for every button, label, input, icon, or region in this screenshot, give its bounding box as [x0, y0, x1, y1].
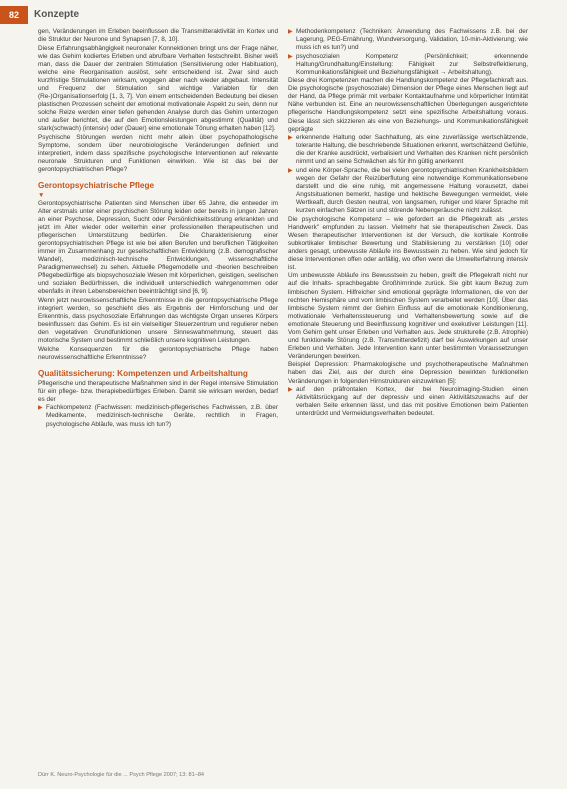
list-item: ▶ psychosozialen Kompetenz (Persönlichkeit; erkennende Haltung/Grundhaltung/Einstellung: Fähigkeit zur Selbstreflektierung, Kommunikationsfähigkeit und Beziehungsfähigkeit → Arbeitshaltung). [288, 52, 528, 76]
page-header [0, 6, 567, 24]
bullet-list [288, 386, 528, 418]
list-item: ▶ Methodenkompetenz (Techniken: Anwendung des Fachwissens z.B. bei der Lagerung, PEG-Ernährung, Wundversorgung, Validation, 10-min-Aktivierung; wie muss ich es tun?) und [288, 28, 528, 52]
paragraph: Welche Konsequenzen für die gerontopsychiatrische Pflege haben neurowissenschaftliche Erkenntnisse? [38, 345, 278, 361]
left-column [38, 28, 278, 429]
section-heading: Gerontopsychiatrische Pflege [38, 180, 155, 190]
triangle-bullet-icon: ▶ [288, 387, 293, 394]
list-item: ▶ und eine Körper-Sprache, die bei vielen gerontopsychiatrischen Krankheitsbildern wegen der Gefahr der Reizüberflutung eine notwendige Kommunikationsebene darstellt und die eine ruhig, mit angemessene Haltung vorausetzt, dabei Angstsituationen bemerkt, hastige und hektische Bewegungen vermeidet, viele Wertkeaft, durch Gesten neutral, von langsamen, ruhiger und klarer Sprache mit kurzen einfachen Sätzen ist und störende Nebengeräusche nicht zulässt. [288, 166, 528, 215]
paragraph: Diese drei Kompetenzen machen die Handlungskompetenz der Pflegefachkraft aus. Die psychologische (psychosoziale) Dimension der Pflege eines Menschen liegt auf der Hand, da Pflege primär mit verbaler Kontaktaufnahme und körperlicher Intimität Nähe verbunden ist. Eine an neurowissenschaftlichen Überlegungen ausgerichtete pflegerische Handlungskompetenz setzt eine spezifische Arbeitshaltung voraus. Diese lässt sich skizzieren als eine von Beziehungs- und Kommunikationsfähigkeit geprägte [288, 77, 528, 133]
triangle-bullet-icon: ▶ [38, 405, 43, 412]
page-number: 82 [0, 6, 28, 24]
right-column [288, 28, 528, 419]
bullet-list [288, 28, 528, 77]
paragraph: Pflegerische und therapeutische Maßnahmen sind in der Regel intensive Stimulation für ein pflege- bzw. therapiebedürftiges Erleben. Damit sie wirksam werden, bedarf es der [38, 379, 278, 403]
triangle-bullet-icon: ▶ [288, 167, 293, 174]
list-item: ▶ Fachkompetenz (Fachwissen: medizinisch-pflegerisches Fachwissen, z.B. über Medikamente, medizinisch-technische Geräte, rechtlich in Fragen, psychologische Abläufe, was muss ich tun?) [38, 404, 278, 428]
triangle-bullet-icon: ▶ [288, 53, 293, 60]
paragraph: Wenn jetzt neurowissenschaftliche Erkenntnisse in die gerontopsychiatrische Pflege integriert werden, so geschieht dies als Ergebnis der Hirnforschung und der Erkenntnis, dass psychosoziale Erfahrungen das wichtigste Organ unseres Körpers beeinflussen: das Gehirn. Es ist ein vielseitiger Steuerzentrum und regulierer neben den vegetativen Grundfunktionen unsere Sinneswahrnehmung, steuert das motorische System und bestimmt schließlich unsere kognitiven Leistungen. [38, 296, 278, 345]
triangle-bullet-icon: ▶ [288, 135, 293, 142]
section-heading: Qualitätssicherung: Kompetenzen und Arbeitshaltung [38, 368, 248, 378]
list-item: ▶ auf den präfrontalen Kortex, der bei Neuroimaging-Studien einen Aktivitätsrückgang auf der depressiv und einen Aktivitätszuwachs auf der verbalen Seite erkennen lässt, und das mit positive Emotionen beim Patienten unterdrückt und Vermeidungsverhalten bedeutet. [288, 386, 528, 418]
paragraph: gen, Veränderungen im Erleben beeinflussen die Transmitteraktivität im Kortex und die Struktur der Neurone und Synapsen [7, 8, 10]. [38, 28, 278, 44]
paragraph: Psychische Störungen werden nicht mehr allein über psychopathologische Symptome, sondern über neurobiologische Veränderungen definiert und interpretiert, indem dass spezifische psychologische Interventionen auf relevante neuronale Strukturen und Funktionen einwirken. Wie ist das bei der gerontopsychiatrischen Pflege? [38, 133, 278, 173]
section-name: Konzepte [34, 9, 79, 20]
bullet-list [288, 134, 528, 215]
bullet-list [38, 404, 278, 428]
paragraph: Die psychologische Kompetenz – wie gefordert an die Pflegekraft als „erstes Handwerk" empfunden zu lassen. Vielmehr hat sie therapeutischen Zweck. Das Wesen therapeutischer Interventionen ist der Versuch, die kortikale Kontrolle subkortikaler limbischer Bewertung und Stabilisierung zu verstärken [10] oder anders gesagt, unbewusste Abläufe ins Bewusstsein zu heben. Wie sind jedoch für diese Interventionen offen oder anfällig, wo offen wenn die Umwelterfahrung intensiv ist. [288, 215, 528, 271]
list-item: ▶ erkennende Haltung oder Sachhaltung, als eine zuverlässige wertschätzende, tolerante Haltung, die beschriebende Situationen erkennt, wertschätzend Gefühle, die der Kranke ausdrückt, verbalisiert und Verhalten des Kranken nicht persönlich nimmt und an seine Schwächen als für ihn gültig anerkennt [288, 134, 528, 166]
arrow-down-icon: ▼ [38, 191, 45, 199]
paragraph: Beispiel Depression: Pharmakologische und psychotherapeutische Maßnahmen haben das Ziel, aus der durch eine Depression bewirkten funktionellen Veränderungen in folgenden Hirnstrukturen einzuwirken [5]: [288, 361, 528, 385]
page-footer: Dürr K. Neuro-Psychologie für die ... Psych Pflege 2007; 13: 81–84 [38, 772, 205, 778]
triangle-bullet-icon: ▶ [288, 29, 293, 35]
paragraph: Um unbewusste Abläufe ins Bewusstsein zu heben, greift die Pflegekraft nicht nur auf die Inhalts- sprachbegabte Großhirnrinde zurück. Sie gibt kaum Bezug zum limbischen System. Hilfreicher sind emotional geprägte Informationen, die von der rechten Hemisphäre und vom limbischen System verarbeitet werden [10]. Über das limbische System nimmt der Gehirn Einfluss auf die emotionale Konditionierung, motivationale Verhaltenssteuerung und Verhaltensbewertung sowie auf die emotionale Steuerung und Beeinflussung kognitiver und exekutiver Leistungen [11]. Vom Gehirn geht unser Erleben und Verhalten aus. Jede strukturelle (z.B. Atrophie) und funktionelle Störung (z.B. Transmitterdefizit) darf bei Auswirkungen auf unser Erleben und Verhalten. Jede Intervention kann unter bestimmten Voraussetzungen Veränderungen bewirken. [288, 272, 528, 360]
paragraph: Gerontopsychiatrische Patienten sind Menschen über 65 Jahre, die entweder im Alter erstmals unter einer psychischen Störung leiden oder bereits in jungen Jahren an einer Psychose, Depression, Sucht oder Persönlichkeitsstörung erkrankten und jetzt im Alter wieder oder weiterhin einer professionellen therapeutischen und pflegerischen Unterstützung bedürfen. Die Charakterisierung einer gerontopsychiatrischen Pflege ist wie bei allen Berufen und beruflichen Tätigkeiten immer im Zusammenhang zur gesellschaftlichen Entwicklung (z.B. demografischer Wandel), medizinisch-technische Entwicklungen, wissenschaftliche Paradigmenwechsel) zu sehen. Aktuelle Pflegemodelle und -theorien beschreiben Pflegebedürftige als biopsychosoziale Wesen mit körperlichen, geistigen, seelischen und sozialen Bedürfnissen, die individuell unterschiedlich wahrgenommen oder ebenfalls in ihren Lebensbereichen beeinträchtigt sind [6, 9]. [38, 199, 278, 296]
paragraph: Diese Erfahrungsabhängigkeit neuronaler Konnektionen bringt uns der Frage näher, wie das Gehirn kodiertes Erleben und abrufbare Verhalten festschreibt. Bisher weiß man, dass die Dauer der zentralen Stimulation (Sensitivierung oder Habituation), welche eine Reorganisation auslöst, sehr entscheidend ist. Zwar sind auch kurzfristige Stimulationen wirksam, wogegen aber nach wieder abgebaut. Intensität und Frequenz der Stimulation sind wichtige Variablen für den (Re-)Organisationserfolg [1, 3, 7]. Von einem entscheidenden Bedeutung bei diesen plastischen Prozessen scheint der emotional motivationale Aspekt zu sein, denn nur solche Reize werden einer tiefen gehenden Analyse durch das Gehirn unterzogen und außer berichtet, die auf den Emotionsleistungen abgestimmt (Qualität) und stark(schwach) (intensiv) oder (Dauer) eine emotionale Tönung erhalten haben [12]. [38, 44, 278, 133]
